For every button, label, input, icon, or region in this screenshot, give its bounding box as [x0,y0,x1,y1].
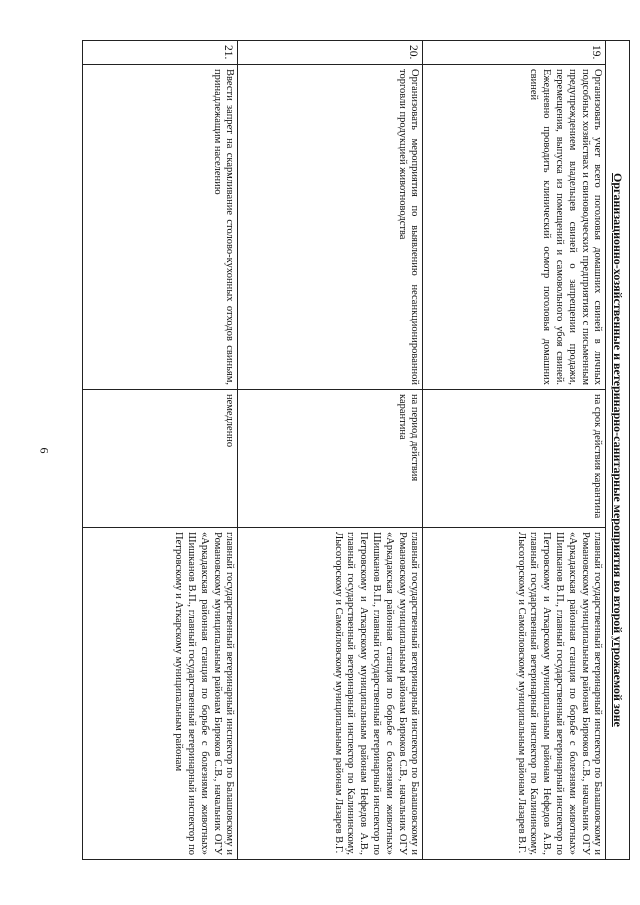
table-row [423,41,606,860]
term-text: на период действия карантина [238,390,423,528]
section-title: Организационно-хозяйственные и ветеринарно-санитарные мероприятия во второй угрожаемой зоне [606,41,630,860]
rotated-document-table [80,40,630,860]
row-number: 21. [83,41,238,65]
action-text: Организовать учет всего поголовья домашних свиней в личных подсобных хозяйствах и свиноводческих предприятиях с письменным предупреждением владельцев свиней о запрещении продажи, перемещения, выпуска из помещений и самовольного убоя свиней. Ежедневно проводить клинический осмотр поголовья домашних свиней [423,65,606,390]
table-row [83,41,238,860]
action-text: Ввести запрет на скармливание столово-кухонных отходов свиньям, принадлежащим населению [83,65,238,390]
term-text: на срок действия карантина [423,390,606,528]
section-header-row [606,41,630,860]
table-row [238,41,423,860]
measures-table [82,40,630,860]
term-text: немедленно [83,390,238,528]
row-number: 20. [238,41,423,65]
page-number: 6 [37,447,52,454]
action-text: Организовать мероприятия по выявлению несанкционированной торговли продукцией животноводства [238,65,423,390]
responsible-text: главный государственный ветеринарный инспектор по Балашовскому и Романовскому муниципальным районам Бирюков С.В., начальник ОГУ «Аркадакская районная станция по борьбе с болезнями животных» Шишканов В.П., главный государственный ветеринарный инспектор по Петровскому и Аткарскому муниципальным районам Нефедов А.В., главный государственный ветеринарный инспектор по Калининскому, Лысогорскому и Самойловскому муниципальным районам Лазарев В.Г. [238,528,423,860]
responsible-text: главный государственный ветеринарный инспектор по Балашовскому и Романовскому муниципальным районам Бирюков С.В., начальник ОГУ «Аркадакская районная станция по борьбе с болезнями животных» Шишканов В.П., главный государственный ветеринарный инспектор по Петровскому и Аткарскому муниципальным районам [83,528,238,860]
row-number: 19. [423,41,606,65]
responsible-text: главный государственный ветеринарный инспектор по Балашовскому и Романовскому муниципальным районам Бирюков С.В., начальник ОГУ «Аркадакская районная станция по борьбе с болезнями животных» Шишканов В.П., главный государственный ветеринарный инспектор по Петровскому и Аткарскому муниципальным районам Нефедов А.В., главный государственный ветеринарный инспектор по Калининскому, Лысогорскому и Самойловскому муниципальным районам Лазарев В.Г. [423,528,606,860]
